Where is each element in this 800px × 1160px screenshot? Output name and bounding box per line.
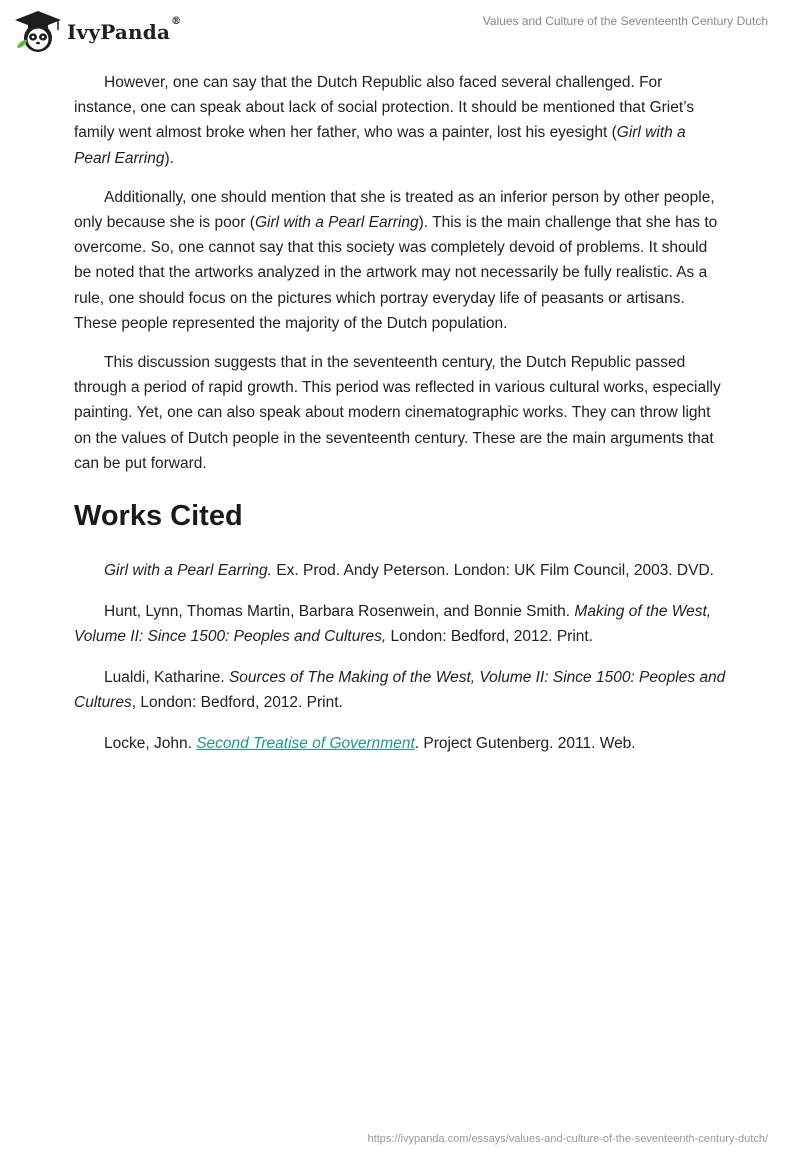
registered-mark: ® xyxy=(171,16,182,27)
essay-content xyxy=(74,70,726,772)
document-title: Values and Culture of the Seventeenth Century Dutch xyxy=(482,14,768,28)
citation-2: Hunt, Lynn, Thomas Martin, Barbara Rosenwein, and Bonnie Smith. Making of the West, Volume II: Since 1500: Peoples and Cultures, London: Bedford, 2012. Print. xyxy=(74,603,712,646)
citation-4: Locke, John. Second Treatise of Government. Project Gutenberg. 2011. Web. xyxy=(104,735,636,753)
second-treatise-link[interactable]: Second Treatise of Government xyxy=(196,735,415,753)
body-paragraph-1: However, one can say that the Dutch Republic also faced several challenged. For instance, one can speak about lack of social protection. It should be mentioned that Griet’s family went almost broke when her father, who was a painter, lost his eyesight (Girl with a Pearl Earring). xyxy=(74,74,695,167)
body-paragraph-2: Additionally, one should mention that she is treated as an inferior person by other people, only because she is poor (Girl with a Pearl Earring). This is the main challenge that she has to overcome. So, one cannot say that this society was completely devoid of problems. It should be noted that the artworks analyzed in the artwork may not necessarily be fully realistic. As a rule, one should focus on the pictures which portray everyday life of peasants or artisans. These people represented the majority of the Dutch population. xyxy=(74,188,718,332)
page-header xyxy=(0,0,800,64)
body-paragraph-3: This discussion suggests that in the seventeenth century, the Dutch Republic passed through a period of rapid growth. This period was reflected in various cultural works, especially painting. Yet, one can also speak about modern cinematographic works. They can throw light on the values of Dutch people in the seventeenth century. These are the main arguments that can be put forward. xyxy=(74,354,721,472)
works-cited-heading: Works Cited xyxy=(74,500,243,533)
citation-3: Lualdi, Katharine. Sources of The Making of the West, Volume II: Since 1500: Peoples and Cultures, London: Bedford, 2012. Print. xyxy=(74,669,726,712)
panda-logo-icon xyxy=(14,10,62,54)
footer-url: https://ivypanda.com/essays/values-and-culture-of-the-seventeenth-century-dutch/ xyxy=(367,1133,768,1145)
logo-wordmark: IvyPanda® xyxy=(67,16,182,44)
ivypanda-logo[interactable] xyxy=(14,8,181,56)
citation-1: Girl with a Pearl Earring. Ex. Prod. Andy Peterson. London: UK Film Council, 2003. DVD. xyxy=(104,562,714,580)
